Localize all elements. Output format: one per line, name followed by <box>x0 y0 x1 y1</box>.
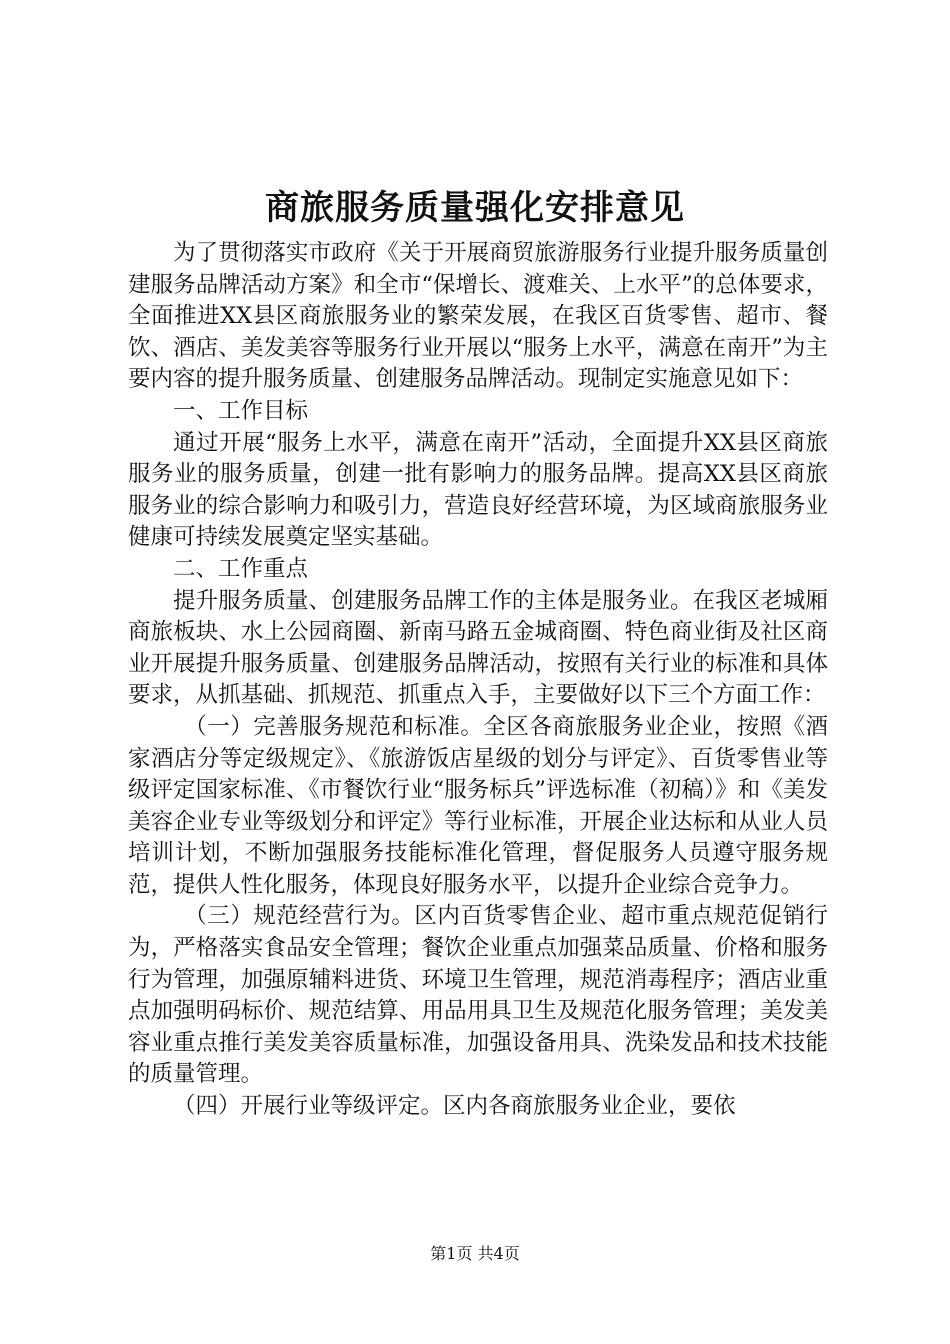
item-1-paragraph: （一）完善服务规范和标准。全区各商旅服务业企业，按照《酒家酒店分等定级规定》、《旅游饭店星级的划分与评定》、百货零售业等级评定国家标准、《市餐饮行业“服务标兵”评选标准（初稿）》和《美发美容企业专业等级划分和评定》等行业标准，开展企业达标和从业人员培训计划，不断加强服务技能标准化管理，督促服务人员遵守服务规范，提供人性化服务，体现良好服务水平，以提升企业综合竞争力。 <box>128 713 828 898</box>
item-3-paragraph: （三）规范经营行为。区内百货零售企业、超市重点规范促销行为，严格落实食品安全管理；餐饮企业重点加强菜品质量、价格和服务行为管理，加强原辅料进货、环境卫生管理，规范消毒程序；酒店业重点加强明码标价、规范结算、用品用具卫生及规范化服务管理；美发美容业重点推行美发美容质量标准，加强设备用具、洗染发品和技术技能的质量管理。 <box>128 903 828 1088</box>
section-heading-goals: 一、工作目标 <box>173 397 309 424</box>
goals-paragraph: 通过开展“服务上水平，满意在南开”活动，全面提升XX县区商旅服务业的服务质量，创建一批有影响力的服务品牌。提高XX县区商旅服务业的综合影响力和吸引力，营造良好经营环境，为区域商旅服务业健康可持续发展奠定坚实基础。 <box>128 429 828 551</box>
document-body <box>128 238 828 1123</box>
item-4-paragraph: （四）开展行业等级评定。区内各商旅服务业企业，要依 <box>173 1093 736 1120</box>
focus-paragraph: 提升服务质量、创建服务品牌工作的主体是服务业。在我区老城厢商旅板块、水上公园商圈、新南马路五金城商圈、特色商业街及社区商业开展提升服务质量、创建服务品牌活动，按照有关行业的标准和具体要求，从抓基础、抓规范、抓重点入手，主要做好以下三个方面工作： <box>128 587 828 709</box>
document-title: 商旅服务质量强化安排意见 <box>265 188 685 228</box>
intro-paragraph: 为了贯彻落实市政府《关于开展商贸旅游服务行业提升服务质量创建服务品牌活动方案》和全市“保增长、渡难关、上水平”的总体要求，全面推进XX县区商旅服务业的繁荣发展，在我区百货零售、超市、餐饮、酒店、美发美容等服务行业开展以“服务上水平，满意在南开”为主要内容的提升服务质量、创建服务品牌活动。现制定实施意见如下： <box>128 240 828 393</box>
section-heading-focus: 二、工作重点 <box>173 555 309 582</box>
page-footer: 第1页 共4页 <box>430 1244 520 1263</box>
